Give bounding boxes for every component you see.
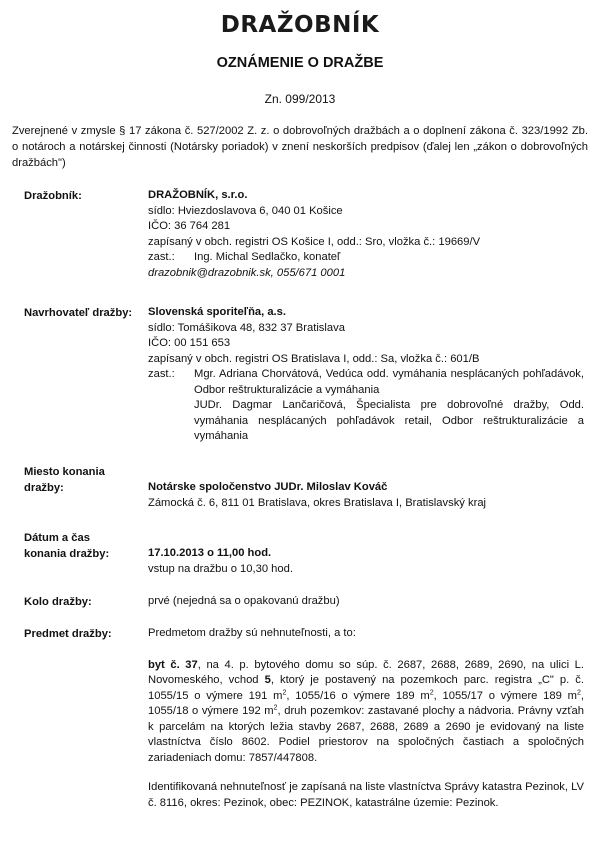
proposer-rep-1: Mgr. Adriana Chorvátová, Vedúca odd. vymáhania nesplácaných pohľadávok, Odbor reštrukturalizácie a vymáhania	[194, 368, 584, 396]
proposer-address: sídlo: Tomášikova 48, 832 37 Bratislava	[148, 321, 345, 334]
auctioneer-rep: Ing. Michal Sedlačko, konateľ	[194, 251, 341, 263]
auctioneer-contact: drazobnik@drazobnik.sk, 055/671 0001	[148, 266, 346, 279]
identified-property: Identifikovaná nehnuteľnosť je zapísaná na liste vlastníctva Správy katastra Pezinok, LV č. 8116, okres: Pezinok, obec: PEZINOK, katastrálne územie: Pezinok.	[148, 781, 584, 809]
auctioneer-registry: zapísaný v obch. registri OS Košice I, odd.: Sro, vložka č.: 19669/V	[148, 235, 481, 248]
proposer-registry: zapísaný v obch. registri OS Bratislava I, odd.: Sa, vložka č.: 601/B	[148, 352, 480, 365]
flat-description: byt č. 37, na 4. p. bytového domu so súp. č. 2687, 2688, 2689, 2690, na ulici L. Novomeského, vchod 5, ktorý je postavený na pozemkoch parc. registra „C" p. č. 1055/15 o výmere 191 $m^2$, 1055/16 o výmere 189 $m^2$, 1055/17 o výmere 189 $m^2$, 1055/18 o výmere 192 $m^2$, druh pozemkov: zastavané plochy a nádvoria. Právny vzťah k parcelám na ktorých ležia stavby 2687, 2688, 2689 a 2690 je evidovaný na liste vlastníctva číslo 8602. Podiel priestorov na spoločných častiach a spoločných zariadeniach domu: 7857/447808.	[148, 658, 584, 764]
proposer-name: Slovenská sporiteľňa, a.s.	[148, 306, 286, 318]
reference-number: Zn. 099/2013	[264, 92, 336, 106]
entry-time: vstup na dražbu o 10,30 hod.	[148, 562, 293, 575]
auctioneer-label: Dražobník:	[24, 190, 82, 202]
proposer-rep-2: JUDr. Dagmar Lančaričová, Špecialista pre dobrovoľné dražby, Odd. vymáhania nesplácaných pohľadávok retail, Odbor reštrukturalizácie a vymáhania	[194, 399, 584, 442]
venue-address: Zámocká č. 6, 811 01 Bratislava, okres Bratislava I, Bratislavský kraj	[148, 496, 487, 509]
auction-date: 17.10.2013 o 11,00 hod.	[148, 547, 272, 559]
subject-label: Predmet dražby:	[24, 628, 112, 640]
round-label: Kolo dražby:	[24, 596, 92, 608]
proposer-ico: IČO: 00 151 653	[148, 337, 231, 349]
subject-intro: Predmetom dražby sú nehnuteľnosti, a to:	[148, 627, 356, 639]
proposer-label: Navrhovateľ dražby:	[24, 307, 133, 319]
venue-name: Notárske spoločenstvo JUDr. Miloslav Kováč	[148, 481, 388, 493]
auctioneer-rep-key: zast.:	[148, 251, 175, 263]
datetime-label-2: konania dražby:	[24, 548, 110, 560]
datetime-label-1: Dátum a čas	[24, 532, 90, 544]
logo: DRAŽOBNÍK	[220, 12, 380, 38]
auctioneer-address: sídlo: Hviezdoslavova 6, 040 01 Košice	[148, 204, 343, 217]
proposer-rep-key: zast.:	[148, 368, 175, 380]
auctioneer-ico: IČO: 36 764 281	[148, 220, 231, 232]
page-title: OZNÁMENIE O DRAŽBE	[216, 55, 384, 71]
round-value: prvé (nejedná sa o opakovanú dražbu)	[148, 595, 340, 607]
auctioneer-name: DRAŽOBNÍK, s.r.o.	[148, 189, 248, 201]
intro-paragraph: Zverejnené v zmysle § 17 zákona č. 527/2002 Z. z. o dobrovoľných dražbách a o doplnení zákona č. 323/1992 Zb. o notároch a notárskej činnosti (Notársky poriadok) v znení neskorších predpisov (ďalej len „zákon o dobrovoľných dražbách")	[12, 125, 588, 169]
venue-label-1: Miesto konania	[24, 466, 105, 478]
venue-label-2: dražby:	[24, 482, 64, 494]
